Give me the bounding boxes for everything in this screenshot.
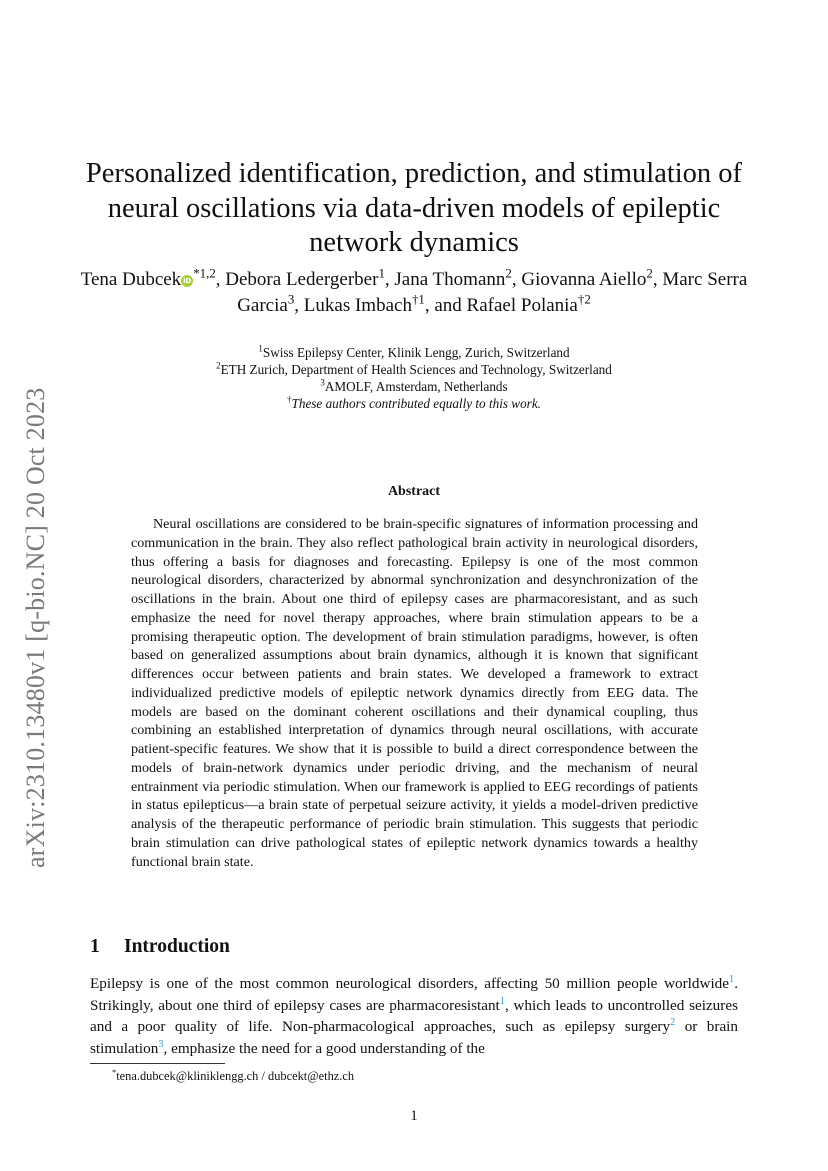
orcid-icon[interactable]: iD: [183, 277, 192, 285]
equal-contribution-note: †These authors contributed equally to this work.: [287, 394, 541, 411]
author-affiliation-marker: 3: [287, 291, 295, 307]
author-name: Jana Thomann: [394, 269, 506, 290]
author-affiliation-marker: *1,2: [193, 265, 216, 281]
author-name: Tena Dubcek: [80, 269, 182, 290]
citation-link[interactable]: 2: [670, 1017, 676, 1029]
citation-link[interactable]: 1: [499, 995, 505, 1007]
author-affiliation-marker: 2: [505, 265, 512, 281]
author-list: Tena Dubcek iD$^{*1,2}$, Debora Ledergerber$^1$, Jana Thomann$^2$, Giovanna Aiello$^2$, Marc Serra Garcia$^3$, Lukas Imbach$^{\dagger 1}$, and Rafael Polania$^{\dagger 2}$: [80, 265, 748, 316]
author-affiliation-marker: †2: [577, 291, 591, 307]
author-name: Rafael Polania: [466, 295, 578, 316]
page-number: 1: [410, 1108, 418, 1124]
arxiv-identifier: arXiv:2310.13480v1 [q-bio.NC] 20 Oct 2023: [21, 387, 50, 868]
affiliation-list: [100, 344, 728, 412]
citation-link[interactable]: 1: [729, 973, 735, 985]
affiliation-2: $^2$ETH Zurich, Department of Health Sciences and Technology, Switzerland: [216, 360, 612, 377]
citation-link[interactable]: 3: [158, 1038, 164, 1050]
author-name: Marc Serra Garcia: [237, 269, 748, 316]
affiliation-1: $^1$Swiss Epilepsy Center, Klinik Lengg, Zurich, Switzerland: [258, 343, 570, 360]
section-title: Introduction: [124, 936, 230, 957]
author-name: Giovanna Aiello: [521, 269, 647, 290]
section-heading-introduction: [90, 936, 230, 958]
paper-title: Personalized identification, prediction, and stimulation of neural oscillations via data-driven models of epileptic network dynamics: [85, 158, 743, 258]
introduction-paragraph: Epilepsy is one of the most common neurological disorders, affecting 50 million people worldwide$^1$. Strikingly, about one third of epilepsy cases are pharmacoresistant$^1$, which leads to uncontrolled seizures and a poor quality of life. Non-pharmacological approaches, such as epilepsy surgery$^2$ or brain stimulation$^3$, emphasize the need for a good understanding of the: [90, 973, 738, 1057]
section-number: 1: [90, 936, 100, 957]
author-name: Debora Ledergerber: [225, 269, 379, 290]
abstract-heading: Abstract: [387, 484, 441, 499]
abstract-text: Neural oscillations are considered to be brain-specific signatures of information processing and communication in the brain. They also reflect pathological brain activity in neurological disorders, thus offering a basis for diagnoses and forecasting. Epilepsy is one of the most common neurological disorders, characterized by abnormal synchronization and desynchronization of the oscillations in the brain. About one third of epilepsy cases are pharmacoresistant, and as such emphasize the need for novel therapy approaches, where brain stimulation appears to be a promising therapeutic option. The development of brain stimulation paradigms, however, is often based on generalized assumptions about brain dynamics, although it is known that significant differences occur between patients and brain states. We developed a framework to extract individualized predictive models of epileptic network dynamics directly from EEG data. The models are based on the dominant coherent oscillations and their dynamical coupling, thus combining an established interpretation of dynamics through neural oscillations, with accurate patient-specific features. We show that it is possible to build a direct correspondence between the models of brain-network dynamics under periodic driving, and the mechanism of neural entrainment via periodic stimulation. When our framework is applied to EEG recordings of patients in status epilepticus—a brain state of perpetual seizure activity, it yields a model-driven predictive analysis of the therapeutic performance of periodic brain stimulation. This suggests that periodic brain stimulation can drive pathological states of epileptic network dynamics towards a healthy functional brain state.: [131, 516, 698, 870]
author-affiliation-marker: 2: [646, 265, 653, 281]
author-affiliation-marker: 1: [378, 265, 385, 281]
author-name: Lukas Imbach: [303, 295, 412, 316]
affiliation-3: $^3$AMOLF, Amsterdam, Netherlands: [320, 377, 508, 394]
author-affiliation-marker: †1: [411, 291, 425, 307]
footnote-divider: [90, 1063, 225, 1064]
footnote: *tena.dubcek@kliniklengg.ch / dubcekt@ethz.ch: [112, 1066, 355, 1083]
